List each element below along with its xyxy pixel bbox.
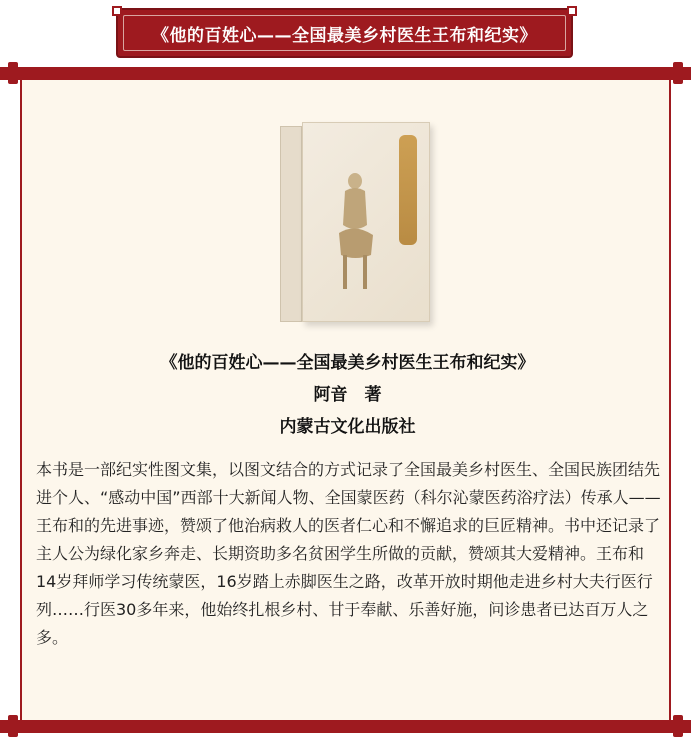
book-front-cover [302, 122, 430, 322]
bottom-decorative-bar [0, 720, 691, 733]
header-banner [116, 8, 573, 58]
horse-rider-illustration [333, 163, 377, 293]
book-publisher: 内蒙古文化出版社 [279, 417, 416, 437]
mongolian-script-decoration [399, 135, 417, 245]
book-spine [280, 126, 302, 322]
content-panel [20, 80, 671, 720]
header-title: 《他的百姓心——全国最美乡村医生王布和纪实》 [152, 25, 537, 46]
book-description: 本书是一部纪实性图文集，以图文结合的方式记录了全国最美乡村医生、全国民族团结先进个人、“感动中国”西部十大新闻人物、全国蒙医药（科尔沁蒙医药浴疗法）传承人——王布和的先进事迹，赞颂了他治病救人的医者仁心和不懈追求的巨匠精神。书中还记录了主人公为绿化家乡奔走、长期资助多名贫困学生所做的贡献，赞颂其大爱精神。王布和14岁拜师学习传统蒙医，16岁踏上赤脚医生之路，改革开放时期他走进乡村大夫行医行列……行医30多年来，他始终扎根乡村、甘于奉献、乐善好施，问诊患者已达百万人之多。 [36, 460, 661, 647]
book-cover-image [280, 122, 432, 322]
book-title: 《他的百姓心——全国最美乡村医生王布和纪实》 [160, 353, 535, 373]
top-decorative-bar [0, 67, 691, 80]
book-author: 阿音 著 [313, 385, 382, 405]
